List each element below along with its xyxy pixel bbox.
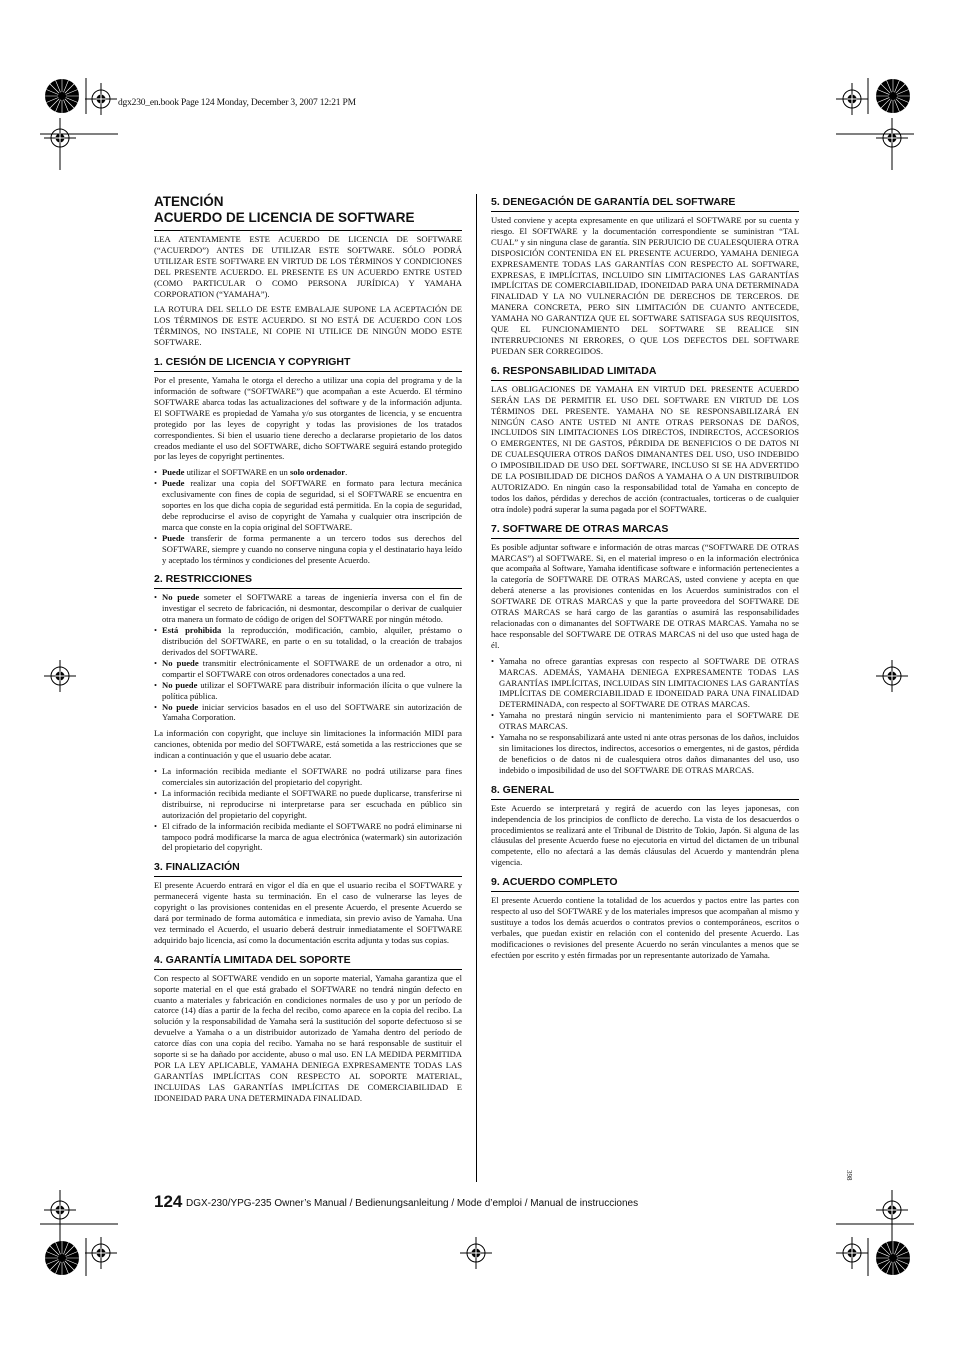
section-7-list [491, 656, 799, 776]
section-2-paragraph: La información con copyright, que incluye sin limitaciones la información MIDI para canciones, obtenida por medio del SOFTWARE, está sometida a las restricciones que se indican a continuación y que el usuario debe acatar. [154, 728, 462, 761]
bold-term: No puede [162, 701, 199, 712]
list-text: la reproducción, modificación, cambio, alquiler, préstamo o distribución del SOFTWARE, en parte o en su totalidad, o la creación de trabajos derivados del SOFTWARE. [162, 625, 462, 657]
list-item: • Yamaha no se responsabilizará ante usted ni ante otras personas de los daños, incluidos sin limitaciones los directos, indirectos, accesorios o emergentes, ni de gastos, pérdida de beneficios o de datos ni de cualesquiera otros daños dimanantes del uso, uso indebido o imposibilidad de uso del SOFTWARE DE OTRAS MARCAS. [491, 732, 799, 776]
title-line-2: ACUERDO DE LICENCIA DE SOFTWARE [154, 210, 415, 225]
list-item [154, 533, 462, 566]
bold-term: Puede [162, 467, 185, 478]
section-1-paragraph: Por el presente, Yamaha le otorga el derecho a utilizar una copia del programa y de la información de software (“SOFTWARE”) que acompañan a este Acuerdo. El término SOFTWARE abarca todas las actualizaciones del software y de la información adjunta. El SOFTWARE es propiedad de Yamaha y/o sus otorgantes de licencia, y se encuentra protegido por las leyes de copyright y todas las provisiones de los tratados correspondientes. Si bien el usuario tiene derecho a declararse propietario de los datos creados mediante el uso del SOFTWARE, dicho SOFTWARE seguirá estando protegido por las leyes de copyright pertinentes. [154, 375, 462, 462]
page-number: 124 [154, 1192, 183, 1211]
list-text: utilizar el SOFTWARE para distribuir información ilícita o que vulnere la política pública. [162, 679, 462, 701]
list-item [154, 680, 462, 702]
section-9-paragraph: El presente Acuerdo contiene la totalidad de los acuerdos y pactos entre las partes con respecto al uso del SOFTWARE y de los materiales impresos que acompañan al mismo y sustituye a todos los demás acuerdos o contratos previos o contemporáneos, escritos o verbales, que puedan existir en relación con el contenido del presente Acuerdo. Las modificaciones o revisiones del presente Acuerdo no serán vinculantes a menos que se efectúen por escrito y estén firmadas por un representante autorizado de Yamaha. [491, 895, 799, 960]
intro-paragraph-2: LA ROTURA DEL SELLO DE ESTE EMBALAJE SUPONE LA ACEPTACIÓN DE LOS TÉRMINOS DE ESTE ACUERDO. SI NO ESTÁ DE ACUERDO CON LOS TÉRMINOS, NO INSTALE, NI COPIE NI UTILICE DE NINGÚN MODO ESTE SOFTWARE. [154, 304, 462, 348]
bold-term: No puede [162, 657, 199, 668]
section-7-paragraph: Es posible adjuntar software e información de otras marcas (“SOFTWARE DE OTRAS MARCAS”) al SOFTWARE. Si, en el material impreso o en la información electrónica que acompaña al Software, Yamaha identificase software e información pertenecientes a la categoría de SOFTWARE DE OTRAS MARCAS, usted conviene y acepta en que deberá atenerse a las provisiones contenidas en los Acuerdos suministrados con el SOFTWARE DE OTRAS MARCAS y que la parte proveedora del SOFTWARE DE OTRAS MARCAS se hará cargo de las garantías o asumirá las responsabilidades relacionadas con o dimanantes del SOFTWARE DE OTRAS MARCAS. Yamaha no se hace responsable del SOFTWARE DE OTRAS MARCAS ni del uso que usted haga de él. [491, 541, 799, 650]
list-item: • Yamaha no ofrece garantías expresas con respecto al SOFTWARE DE OTRAS MARCAS. ADEMÁS, YAMAHA DENIEGA EXPRESAMENTE TODAS LAS GARANTÍAS IMPLÍCITAS, INCLUIDAS SIN LIMITACIONES LAS GARANTÍAS IMPLÍCITAS DE COMERCIABILIDAD E IDONEIDAD PARA UNA FINALIDAD DETERMINADA, con respecto al SOFTWARE DE OTRAS MARCAS. [491, 656, 799, 711]
section-2-copyright-list [154, 766, 462, 853]
bold-term: Puede [162, 532, 185, 543]
side-code: 398 [845, 1170, 853, 1181]
list-item [154, 658, 462, 680]
list-text: realizar una copia del SOFTWARE en formato para lectura mecánica exclusivamente con fines de copia de seguridad, si el SOFTWARE se encuentra en soportes en los que dicha copia de seguridad está permitida. En la copia de seguridad, debe reproducirse el aviso de copyright de Yamaha y cualquier otra inscripción de marca que conste en la copia original del SOFTWARE. [162, 478, 462, 532]
section-4-paragraph: Con respecto al SOFTWARE vendido en un soporte material, Yamaha garantiza que el soporte material en el que está grabado el SOFTWARE no tendrá ningún defecto en cuanto a materiales y fabricación en condiciones normales de uso y por un período de catorce (14) días a partir de la fecha del recibo, como aparece en la copia del recibo. La solución y la responsabilidad de Yamaha será la sustitución del soporte defectuoso si se devuelve a Yamaha o a un distribuidor autorizado de Yamaha dentro del período de catorce días con una copia del recibo. Yamaha no se hará responsable de sustituir el soporte si se ha dañado por accidente, abuso o mal uso. EN LA MEDIDA PERMITIDA POR LA LEY APLICABLE, YAMAHA DENIEGA EXPRESAMENTE TODAS LAS GARANTÍAS IMPLÍCITAS CON RESPECTO AL SOPORTE MATERIAL, INCLUIDAS LAS GARANTÍAS IMPLÍCITAS DE COMERCIABILIDAD E IDONEIDAD PARA UNA DETERMINADA FINALIDAD. [154, 972, 462, 1103]
section-8-heading: 8. GENERAL [491, 784, 799, 800]
section-1-heading: 1. CESIÓN DE LICENCIA Y COPYRIGHT [154, 356, 462, 372]
section-2-heading: 2. RESTRICCIONES [154, 573, 462, 589]
column-divider [476, 194, 477, 1182]
list-item: • La información recibida mediante el SOFTWARE no puede duplicarse, transferirse ni distribuirse, ni reproducirse ni interpretarse para ser escuchada en público sin autorización del propietario del copyright. [154, 788, 462, 821]
bold-term: No puede [162, 679, 198, 690]
section-2-list [154, 592, 462, 723]
bold-term: solo ordenador [289, 467, 346, 478]
section-1-list [154, 467, 462, 565]
section-9-heading: 9. ACUERDO COMPLETO [491, 876, 799, 892]
list-item [154, 625, 462, 658]
bold-term: Está prohibida [162, 625, 222, 636]
list-text: iniciar servicios basados en el uso del SOFTWARE sin autorización de Yamaha Corporation. [162, 701, 462, 723]
list-text: transferir de forma permanente a un tercero todos sus derechos del SOFTWARE, siempre y cuando no conserve ninguna copia y el destinatario haya leído y aceptado los términos y condiciones del presente Acuerdo. [162, 532, 462, 565]
section-8-paragraph: Este Acuerdo se interpretará y regirá de acuerdo con las leyes japonesas, con independencia de los principios de conflicto de derecho. La vista de los desacuerdos o procedimientos se realizará ante el Tribunal de Distrito de Tokio, Japón. Si alguna de las cláusulas del presente Acuerdo fuese no ejecutoria en virtud del dictamen de un tribunal competente, ello no afectará a las demás cláusulas del Acuerdo y mantendrán plena vigencia. [491, 802, 799, 868]
list-text: . [345, 467, 348, 478]
section-6-paragraph: LAS OBLIGACIONES DE YAMAHA EN VIRTUD DEL PRESENTE ACUERDO SERÁN LAS DE PERMITIR EL USO DEL SOFTWARE EN VIRTUD DE LOS TÉRMINOS DEL PRESENTE. YAMAHA NO SE RESPONSABILIZARÁ EN NINGÚN CASO ANTE USTED NI ANTE OTRAS PERSONAS DE DAÑOS, INCLUIDOS SIN LIMITACIONES LOS DIRECTOS, INDIRECTOS, ACCESORIOS O EMERGENTES, NI DE GASTOS, PÉRDIDA DE BENEFICIOS O DE DATOS NI DE CUALESQUIERA OTROS DAÑOS DIMANANTES DEL USO, USO INDEBIDO O IMPOSIBILIDAD DE USO DEL SOFTWARE, INCLUSO SI SE HA ADVERTIDO DE LA POSIBILIDAD DE DICHOS DAÑOS A YAMAHA O A UN DISTRIBUIDOR AUTORIZADO. En ningún caso la responsabilidad total de Yamaha en concepto de todos los daños, pérdidas y derechos de acción (contractuales, torticeras o de cualquier otra índole) podrá superar la suma pagada por el SOFTWARE. [491, 383, 799, 514]
list-item: • El cifrado de la información recibida mediante el SOFTWARE no podrá eliminarse ni tampoco podrá modificarse la marca de agua electrónica (watermark) sin autorización del propietario del copyright. [154, 821, 462, 854]
list-item: • Yamaha no prestará ningún servicio ni mantenimiento para el SOFTWARE DE OTRAS MARCAS. [491, 710, 799, 732]
section-5-heading: 5. DENEGACIÓN DE GARANTÍA DEL SOFTWARE [491, 196, 799, 212]
left-column [154, 194, 462, 1109]
list-text: transmitir electrónicamente el SOFTWARE de un ordenador a otro, ni compartir el SOFTWARE con otros ordenadores conectados a una red. [162, 657, 462, 679]
book-stamp: dgx230_en.book Page 124 Monday, December 3, 2007 12:21 PM [118, 98, 356, 108]
section-4-heading: 4. GARANTÍA LIMITADA DEL SOPORTE [154, 954, 462, 970]
section-3-heading: 3. FINALIZACIÓN [154, 861, 462, 877]
list-item: • La información recibida mediante el SOFTWARE no podrá utilizarse para fines comerciales sin autorización del propietario del copyright. [154, 766, 462, 788]
list-item [154, 702, 462, 724]
footer-manual-title: DGX-230/YPG-235 Owner’s Manual / Bedienungsanleitung / Mode d’emploi / Manual de instrucciones [186, 1198, 639, 1209]
list-item [154, 592, 462, 625]
list-item [154, 467, 462, 478]
list-text: utilizar el SOFTWARE en un [184, 467, 290, 478]
list-item [154, 478, 462, 533]
section-3-paragraph: El presente Acuerdo entrará en vigor el día en que el usuario reciba el SOFTWARE y permanecerá vigente hasta su terminación. En el caso de vulnerarse las leyes de copyright o las provisiones contenidas en el presente Acuerdo, el presente Acuerdo se dará por terminado de forma automática e inmediata, sin previo aviso de Yamaha. Una vez terminado el Acuerdo, el usuario deberá destruir inmediatamente el SOFTWARE adquirido bajo licencia, así como la documentación escrita adjunta y todas sus copias. [154, 880, 462, 945]
right-column [491, 194, 799, 966]
section-6-heading: 6. RESPONSABILIDAD LIMITADA [491, 365, 799, 381]
intro-paragraph-1: LEA ATENTAMENTE ESTE ACUERDO DE LICENCIA DE SOFTWARE (“ACUERDO”) ANTES DE UTILIZAR ESTE SOFTWARE. SÓLO PODRÁ UTILIZAR ESTE SOFTWARE EN VIRTUD DE LOS TÉRMINOS Y CONDICIONES DEL PRESENTE ACUERDO. EL PRESENTE ES UN ACUERDO ENTRE USTED (COMO PARTICULAR O COMO PERSONA JURÍDICA) Y YAMAHA CORPORATION (“YAMAHA”). [154, 234, 462, 299]
bold-term: No puede [162, 592, 200, 603]
list-text: someter el SOFTWARE a tareas de ingeniería inversa con el fin de investigar el secreto de fabricación, ni desmontar, descompilar o derivar de cualquier otra manera un formato de código de origen del SOFTWARE por ningún método. [162, 592, 463, 625]
section-5-paragraph: Usted conviene y acepta expresamente en que utilizará el SOFTWARE por su cuenta y riesgo. El SOFTWARE y la documentación correspondiente se suministran “TAL CUAL” y sin ninguna clase de garantía. SIN PERJUICIO DE CUALESQUIERA OTRA DISPOSICIÓN CONTENIDA EN EL PRESENTE ACUERDO, YAMAHA DENIEGA EXPRESAMENTE TODAS LAS GARANTÍAS CON RESPECTO AL SOFTWARE, EXPRESAS, E IMPLÍCITAS, INCLUIDO SIN LIMITACIONES LAS GARANTÍAS IMPLÍCITAS DE COMERCIABILIDAD, IDONEIDAD PARA UNA DETERMINADA FINALIDAD Y LA NO VULNERACIÓN DE DERECHOS DE TERCEROS. DE MANERA CONCRETA, PERO SIN LIMITACIÓN DE CUANTO ANTECEDE, YAMAHA NO GARANTIZA QUE EL SOFTWARE SATISFAGA SUS REQUISITOS, QUE EL FUNCIONAMIENTO DEL SOFTWARE SE REALICE SIN INTERRUPCIONES NI ERRORES, O QUE LOS DEFECTOS DEL SOFTWARE PUEDAN SER CORREGIDOS. [491, 215, 799, 356]
title-line-1: ATENCIÓN [154, 194, 224, 209]
page-title [154, 194, 462, 231]
section-7-heading: 7. SOFTWARE DE OTRAS MARCAS [491, 523, 799, 539]
bold-term: Puede [162, 478, 185, 489]
